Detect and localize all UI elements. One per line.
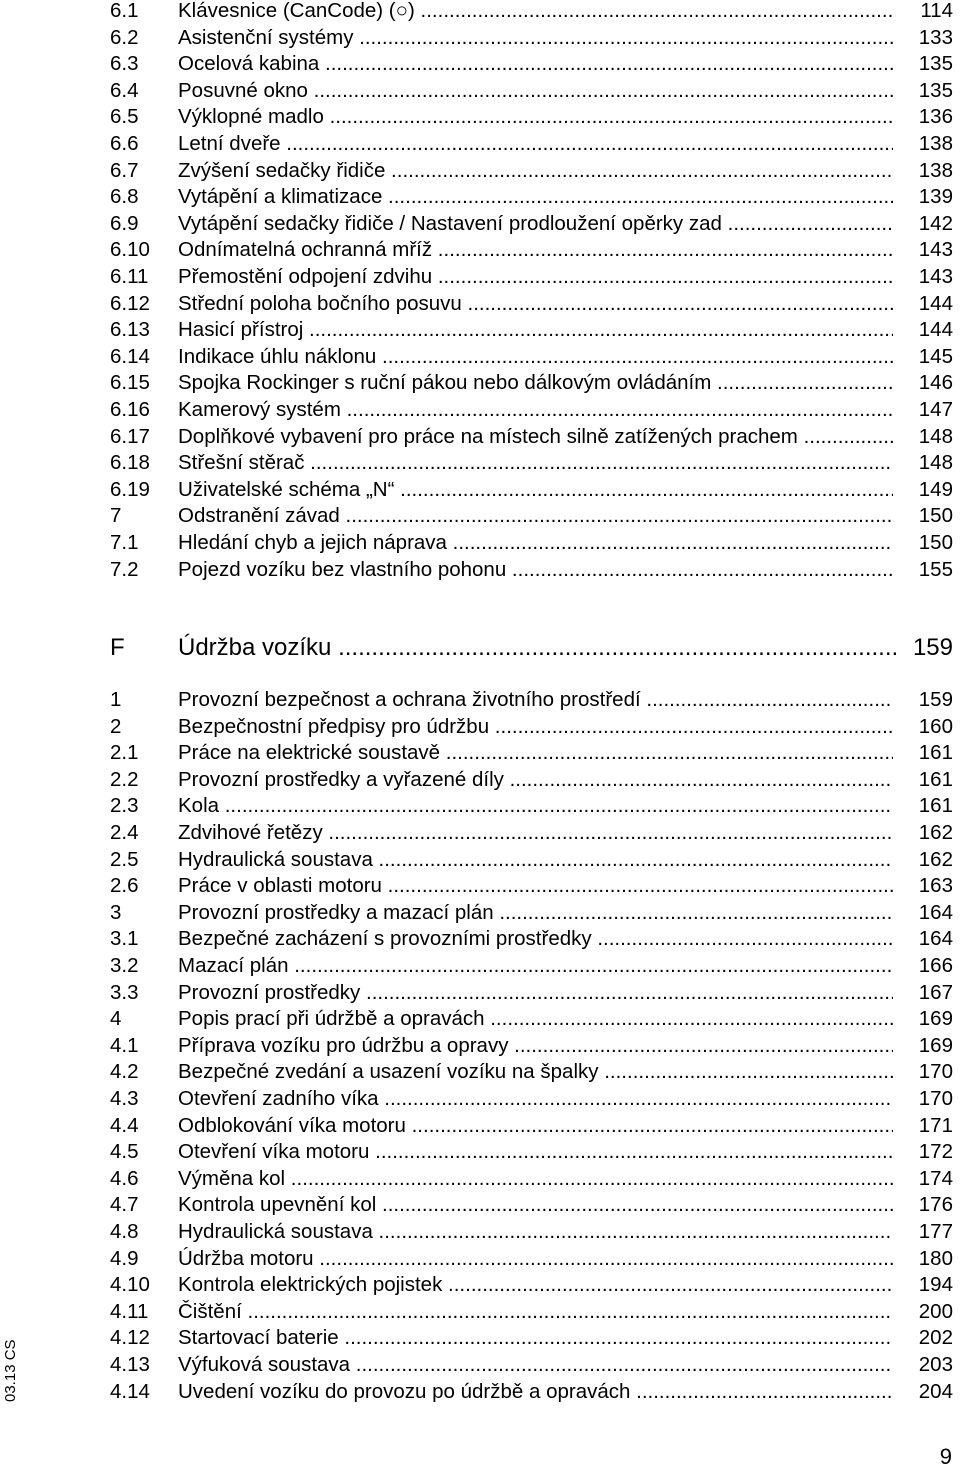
toc-row-number: 6.4 — [110, 78, 139, 102]
toc-row-page: 150 — [918, 531, 953, 554]
toc-row[interactable] — [110, 424, 953, 450]
document-code: 03.13 CS — [2, 1339, 19, 1402]
toc-row-page: 143 — [918, 265, 953, 288]
toc-row[interactable] — [110, 1219, 953, 1245]
toc-row-page: 147 — [918, 398, 953, 421]
toc-row-page: 170 — [918, 1060, 953, 1084]
toc-row-number: 2 — [110, 714, 122, 738]
toc-row[interactable] — [110, 1299, 953, 1325]
toc-row-page: 144 — [918, 291, 953, 315]
toc-row[interactable] — [110, 211, 953, 237]
toc-row[interactable] — [110, 104, 953, 130]
toc-row-title: Ocelová kabina ..... — [178, 51, 893, 77]
toc-row[interactable] — [110, 1272, 953, 1298]
toc-row-page: 162 — [918, 821, 953, 844]
toc-row-title: Provozní prostředky a vyřazené díly ..... — [178, 767, 893, 793]
toc-row[interactable] — [110, 370, 953, 396]
toc-row[interactable] — [110, 184, 953, 210]
toc-row[interactable] — [110, 740, 953, 766]
toc-row-number: 4.11 — [110, 1299, 149, 1323]
toc-row-page: 114 — [920, 0, 953, 22]
toc-row-title: Odblokování víka motoru ..... — [178, 1113, 893, 1139]
toc-row[interactable] — [110, 1113, 953, 1139]
toc-row-title: Mazací plán ..... — [178, 953, 893, 979]
toc-row-page: 203 — [918, 1353, 953, 1376]
toc-row-number: 4.12 — [110, 1326, 150, 1350]
toc-row-page: 143 — [918, 238, 953, 262]
toc-row[interactable] — [110, 503, 953, 529]
toc-row[interactable] — [110, 450, 953, 476]
toc-row-page: 163 — [918, 874, 953, 898]
toc-row-number: 6.3 — [110, 52, 139, 76]
toc-row-page: 133 — [918, 25, 953, 49]
toc-row[interactable] — [110, 131, 953, 157]
toc-row-page: 150 — [918, 504, 953, 528]
toc-row-page: 202 — [918, 1326, 953, 1350]
toc-row-title: Pojezd vozíku bez vlastního pohonu ..... — [178, 557, 893, 583]
toc-row[interactable] — [110, 1086, 953, 1112]
toc-row[interactable] — [110, 1246, 953, 1272]
toc-row[interactable] — [110, 1352, 953, 1378]
toc-row-title: Bezpečnostní předpisy pro údržbu ..... — [178, 714, 893, 740]
toc-row-title: Otevření víka motoru ..... — [178, 1139, 893, 1165]
toc-row[interactable] — [110, 25, 953, 51]
toc-row-page: 170 — [918, 1087, 953, 1110]
toc-row-number: 6.16 — [110, 398, 150, 421]
toc-row-title: Provozní prostředky ..... — [178, 980, 893, 1006]
toc-row-number: 4.1 — [110, 1033, 139, 1057]
toc-row-page: 139 — [918, 185, 953, 209]
toc-row-title: Odstranění závad ..... — [178, 503, 893, 529]
toc-row-title: Výměna kol ..... — [178, 1166, 893, 1192]
toc-row-number: 3.1 — [110, 927, 139, 951]
toc-row-page: 159 — [918, 688, 953, 711]
toc-row[interactable] — [110, 926, 953, 952]
toc-row-number: 4.8 — [110, 1220, 139, 1243]
toc-row[interactable] — [110, 51, 953, 77]
toc-chapter-row[interactable] — [110, 632, 953, 664]
toc-row-number: 3.2 — [110, 954, 139, 977]
toc-row-page: 162 — [918, 847, 953, 871]
toc-row-title: Zdvihové řetězy ..... — [178, 820, 893, 846]
toc-row[interactable] — [110, 714, 953, 740]
toc-row-page: 176 — [918, 1193, 953, 1217]
toc-row-number: 1 — [110, 688, 122, 711]
toc-chapter-page: 159 — [912, 634, 953, 661]
toc-row-title: Práce na elektrické soustavě ..... — [178, 740, 893, 766]
toc-row[interactable] — [110, 477, 953, 503]
toc-row-title: Spojka Rockinger s ruční pákou nebo dálkovým ovládáním ..... — [178, 370, 893, 396]
toc-row-title: Hledání chyb a jejich náprava ..... — [178, 530, 893, 556]
toc-row[interactable] — [110, 953, 953, 979]
toc-row[interactable] — [110, 767, 953, 793]
toc-row[interactable] — [110, 237, 953, 263]
toc-row-number: 4.9 — [110, 1246, 139, 1270]
toc-row-page: 194 — [918, 1273, 953, 1297]
toc-row-number: 6.5 — [110, 105, 139, 129]
toc-row-page: 142 — [918, 211, 953, 235]
toc-row[interactable] — [110, 793, 953, 819]
toc-row[interactable] — [110, 397, 953, 423]
toc-row[interactable] — [110, 1059, 953, 1085]
toc-row-number: 7 — [110, 504, 122, 528]
toc-row-number: 6.18 — [110, 451, 150, 475]
toc-row-number: 7.2 — [110, 557, 139, 581]
toc-row-number: 4 — [110, 1007, 122, 1031]
toc-row-number: 6.19 — [110, 477, 150, 501]
toc-row-page: 138 — [918, 132, 953, 155]
toc-row-page: 166 — [918, 954, 953, 977]
toc-row-title: Výklopné madlo ..... — [178, 104, 893, 130]
toc-row-title: Provozní prostředky a mazací plán ..... — [178, 900, 893, 926]
toc-row[interactable] — [110, 900, 953, 926]
toc-row-number: 4.13 — [110, 1353, 150, 1376]
toc-row-page: 146 — [918, 371, 953, 395]
toc-row-title: Provozní bezpečnost a ochrana životního prostředí ..... — [178, 687, 893, 713]
toc-row-number: 2.6 — [110, 874, 139, 898]
toc-row-title: Letní dveře ..... — [178, 131, 893, 157]
toc-row-page: 145 — [918, 344, 953, 368]
toc-row-page: 135 — [918, 78, 953, 102]
toc-row[interactable] — [110, 1325, 953, 1351]
toc-row-page: 155 — [918, 557, 953, 581]
toc-row[interactable] — [110, 1139, 953, 1165]
toc-row-page: 164 — [918, 900, 953, 924]
toc-row-number: 6.17 — [110, 424, 150, 448]
toc-row-number: 4.2 — [110, 1060, 139, 1084]
toc-row-page: 180 — [918, 1246, 953, 1270]
toc-row-number: 7.1 — [110, 531, 139, 554]
toc-row-title: Čištění ..... — [178, 1299, 893, 1325]
toc-row[interactable] — [110, 317, 953, 343]
toc-row[interactable] — [110, 980, 953, 1006]
toc-chapter-title: Údržba vozíku ..... — [178, 632, 897, 664]
toc-row[interactable] — [110, 1166, 953, 1192]
toc-row[interactable] — [110, 847, 953, 873]
toc-row-title: Bezpečné zacházení s provozními prostředky ..... — [178, 926, 893, 952]
page-number: 9 — [939, 1444, 952, 1469]
toc-row[interactable] — [110, 1033, 953, 1059]
toc-row-number: 6.8 — [110, 185, 139, 209]
toc-row-title: Popis prací při údržbě a opravách ..... — [178, 1006, 893, 1032]
toc-row-page: 148 — [918, 451, 953, 475]
toc-row-number: 6.7 — [110, 158, 139, 182]
toc-row[interactable] — [110, 1379, 953, 1405]
toc-row-page: 149 — [918, 477, 953, 501]
toc-row-title: Kontrola elektrických pojistek ..... — [178, 1272, 893, 1298]
toc-row-title: Vytápění a klimatizace ..... — [178, 184, 893, 210]
toc-row-page: 164 — [918, 927, 953, 951]
toc-row-page: 148 — [918, 424, 953, 448]
toc-row-number: 6.15 — [110, 371, 150, 395]
toc-row-page: 161 — [918, 767, 953, 791]
toc-row-number: 6.10 — [110, 238, 150, 262]
toc-row-title: Doplňkové vybavení pro práce na místech silně zatížených prachem ..... — [178, 424, 893, 450]
toc-row[interactable] — [110, 291, 953, 317]
toc-row-number: 6.12 — [110, 291, 150, 315]
toc-row-number: 3.3 — [110, 980, 139, 1004]
toc-row-page: 160 — [918, 714, 953, 738]
toc-row-page: 169 — [918, 1033, 953, 1057]
toc-row-number: 6.6 — [110, 132, 139, 155]
toc-row-number: 6.9 — [110, 211, 139, 235]
toc-row-title: Uvedení vozíku do provozu po údržbě a opravách ..... — [178, 1379, 893, 1405]
toc-row-page: 174 — [918, 1166, 953, 1190]
toc-row[interactable] — [110, 78, 953, 104]
toc-row[interactable] — [110, 820, 953, 846]
toc-row-title: Kontrola upevnění kol ..... — [178, 1192, 893, 1218]
toc-row-number: 4.7 — [110, 1193, 139, 1217]
toc-row-number: 4.3 — [110, 1087, 139, 1110]
toc-row-title: Výfuková soustava ..... — [178, 1352, 893, 1378]
toc-row[interactable] — [110, 264, 953, 290]
toc-row-title: Asistenční systémy ..... — [178, 25, 893, 51]
toc-row-page: 161 — [918, 741, 953, 765]
toc-row-number: 6.14 — [110, 344, 150, 368]
toc-row-page: 200 — [918, 1299, 953, 1323]
toc-row-page: 204 — [918, 1379, 953, 1403]
toc-row-number: 4.10 — [110, 1273, 150, 1297]
toc-row-number: 2.5 — [110, 847, 139, 871]
toc-row-number: 4.14 — [110, 1379, 150, 1403]
toc-row-number: 6.13 — [110, 318, 150, 342]
toc-row-title: Odnímatelná ochranná mříž ..... — [178, 237, 893, 263]
toc-chapter-number: F — [110, 634, 125, 661]
toc-row-title: Kamerový systém ..... — [178, 397, 893, 423]
toc-row-number: 2.2 — [110, 767, 139, 791]
toc-row-number: 2.3 — [110, 794, 139, 818]
toc-row-number: 6.1 — [110, 0, 139, 22]
toc-row[interactable] — [110, 687, 953, 713]
toc-row[interactable] — [110, 530, 953, 556]
toc-row-page: 135 — [918, 52, 953, 76]
toc-row-number: 6.11 — [110, 265, 149, 288]
toc-row-title: Příprava vozíku pro údržbu a opravy ..... — [178, 1033, 893, 1059]
toc-row-title: Indikace úhlu náklonu ..... — [178, 344, 893, 370]
toc-row-number: 2.1 — [110, 741, 139, 765]
toc-row-title: Vytápění sedačky řidiče / Nastavení prodloužení opěrky zad ..... — [178, 211, 893, 237]
toc-row-title: Hasicí přístroj ..... — [178, 317, 893, 343]
toc-row-page: 177 — [918, 1220, 953, 1243]
toc-row-title: Uživatelské schéma „N“ ..... — [178, 477, 893, 503]
toc-row-title: Klávesnice (CanCode) (○) ..... — [178, 0, 893, 24]
toc-row-title: Zvýšení sedačky řidiče ..... — [178, 158, 893, 184]
toc-row-title: Hydraulická soustava ..... — [178, 847, 893, 873]
toc-row-number: 2.4 — [110, 821, 139, 844]
toc-row[interactable] — [110, 0, 953, 24]
toc-row-page: 169 — [918, 1007, 953, 1031]
toc-row[interactable] — [110, 158, 953, 184]
toc-row-page: 144 — [918, 318, 953, 342]
toc-row-number: 4.4 — [110, 1113, 139, 1137]
toc-row-title: Střešní stěrač ..... — [178, 450, 893, 476]
toc-row-page: 167 — [918, 980, 953, 1004]
toc-row-title: Střední poloha bočního posuvu ..... — [178, 291, 893, 317]
toc-row-title: Údržba motoru ..... — [178, 1246, 893, 1272]
toc-row-number: 3 — [110, 900, 122, 924]
toc-row-title: Posuvné okno ..... — [178, 78, 893, 104]
toc-row-number: 4.6 — [110, 1166, 139, 1190]
toc-row-title: Přemostění odpojení zdvihu ..... — [178, 264, 893, 290]
toc-row-title: Hydraulická soustava ..... — [178, 1219, 893, 1245]
toc-row-page: 161 — [918, 794, 953, 818]
toc-row-page: 172 — [918, 1140, 953, 1164]
toc-row-page: 138 — [918, 158, 953, 182]
toc-row-title: Startovací baterie ..... — [178, 1325, 893, 1351]
toc-row-title: Bezpečné zvedání a usazení vozíku na špalky ..... — [178, 1059, 893, 1085]
toc-row-page: 136 — [918, 105, 953, 129]
toc-row[interactable] — [110, 557, 953, 583]
toc-row-number: 4.5 — [110, 1140, 139, 1164]
toc-row-title: Kola ..... — [178, 793, 893, 819]
toc-row[interactable] — [110, 1192, 953, 1218]
toc-row-title: Práce v oblasti motoru ..... — [178, 873, 893, 899]
toc-row-page: 171 — [918, 1113, 953, 1137]
toc-row-number: 6.2 — [110, 25, 139, 49]
toc-row[interactable] — [110, 873, 953, 899]
toc-row[interactable] — [110, 344, 953, 370]
toc-row-title: Otevření zadního víka ..... — [178, 1086, 893, 1112]
toc-row[interactable] — [110, 1006, 953, 1032]
